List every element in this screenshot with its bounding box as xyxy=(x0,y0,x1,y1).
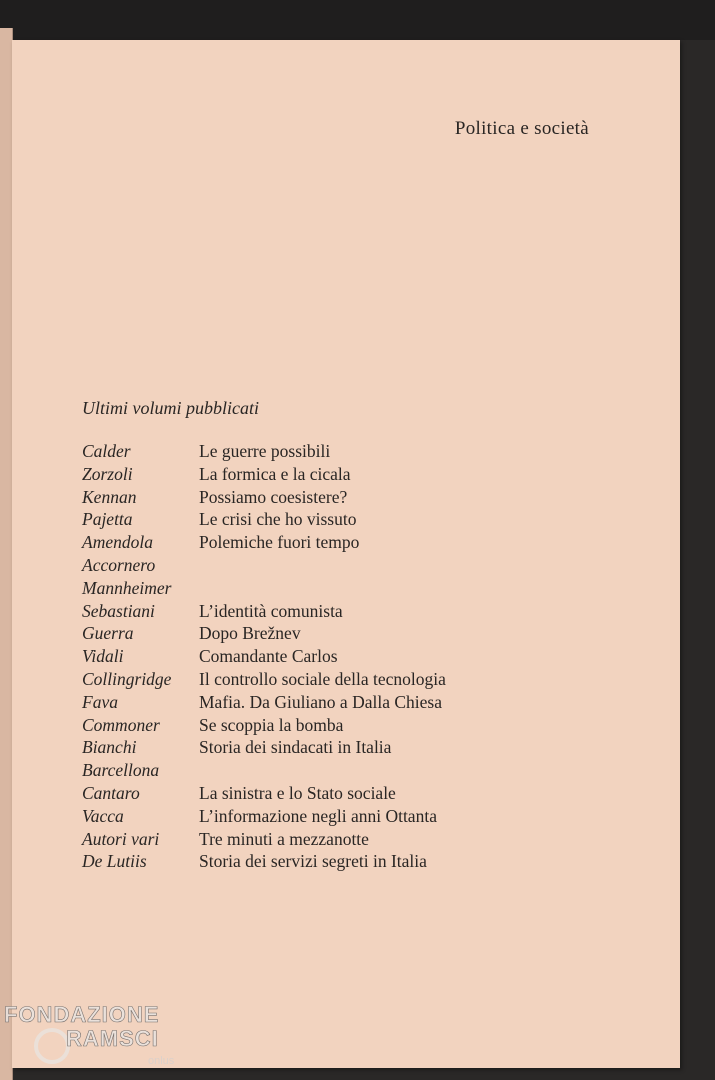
book-author: Barcellona xyxy=(82,760,160,781)
book-author: Zorzoli xyxy=(82,463,133,484)
list-item xyxy=(82,554,642,577)
book-title: La sinistra e lo Stato sociale xyxy=(199,782,396,803)
book-title: Le crisi che ho vissuto xyxy=(199,509,357,530)
book-title: Polemiche fuori tempo xyxy=(199,532,360,553)
list-item xyxy=(82,759,642,782)
book-title: La formica e la cicala xyxy=(199,463,351,484)
book-author: Mannheimer xyxy=(82,577,172,598)
watermark-logo xyxy=(4,1000,204,1076)
list-item xyxy=(82,600,642,623)
svg-text:FONDAZIONE: FONDAZIONE xyxy=(4,1002,160,1027)
book-title: Storia dei sindacati in Italia xyxy=(199,737,392,758)
book-title: Dopo Brežnev xyxy=(199,623,301,644)
list-item xyxy=(82,622,642,645)
list-item xyxy=(82,668,642,691)
list-item xyxy=(82,577,642,600)
list-item xyxy=(82,531,642,554)
book-author: Sebastiani xyxy=(82,600,155,621)
book-author: Pajetta xyxy=(82,509,133,530)
book-author: Calder xyxy=(82,441,131,461)
book-title: Il controllo sociale della tecnologia xyxy=(199,668,446,689)
book-author: Guerra xyxy=(82,623,134,644)
book-author: Collingridge xyxy=(82,668,172,689)
book-author: Accornero xyxy=(82,554,156,575)
list-item xyxy=(82,645,642,668)
book-author: Commoner xyxy=(82,714,160,735)
book-title: Comandante Carlos xyxy=(199,646,338,667)
svg-text:onlus: onlus xyxy=(148,1055,175,1067)
book-author: Vacca xyxy=(82,805,124,826)
book-author: Vidali xyxy=(82,646,124,667)
list-item xyxy=(82,714,642,737)
book-title: Tre minuti a mezzanotte xyxy=(199,828,369,849)
book-author: Autori vari xyxy=(82,828,160,849)
book-title: Mafia. Da Giuliano a Dalla Chiesa xyxy=(199,691,442,712)
book-list xyxy=(82,440,642,873)
list-item xyxy=(82,486,642,509)
book-title: Possiamo coesistere? xyxy=(199,486,348,507)
book-author: Amendola xyxy=(82,532,153,553)
list-item xyxy=(82,850,642,873)
series-title: Politica e società xyxy=(454,118,589,139)
book-author: De Lutiis xyxy=(82,851,147,872)
fondazione-gramsci-watermark xyxy=(4,1000,204,1076)
book-author: Cantaro xyxy=(82,782,140,803)
book-title: Storia dei servizi segreti in Italia xyxy=(199,851,427,872)
book-author: Fava xyxy=(82,691,118,712)
book-author: Bianchi xyxy=(82,737,137,758)
book-title: Se scoppia la bomba xyxy=(199,714,344,735)
book-page xyxy=(12,40,680,1068)
book-author: Kennan xyxy=(82,486,137,507)
list-item xyxy=(82,828,642,851)
list-item xyxy=(82,782,642,805)
list-item xyxy=(82,463,642,486)
svg-text:RAMSCI: RAMSCI xyxy=(66,1026,159,1051)
list-heading: Ultimi volumi pubblicati xyxy=(82,398,259,418)
book-title: Le guerre possibili xyxy=(199,441,331,461)
list-item xyxy=(82,440,642,463)
background-surface xyxy=(0,0,715,40)
book-title: L’identità comunista xyxy=(199,600,343,621)
book-title: L’informazione negli anni Ottanta xyxy=(199,805,437,826)
list-item xyxy=(82,691,642,714)
list-item xyxy=(82,805,642,828)
list-item xyxy=(82,508,642,531)
list-item xyxy=(82,736,642,759)
